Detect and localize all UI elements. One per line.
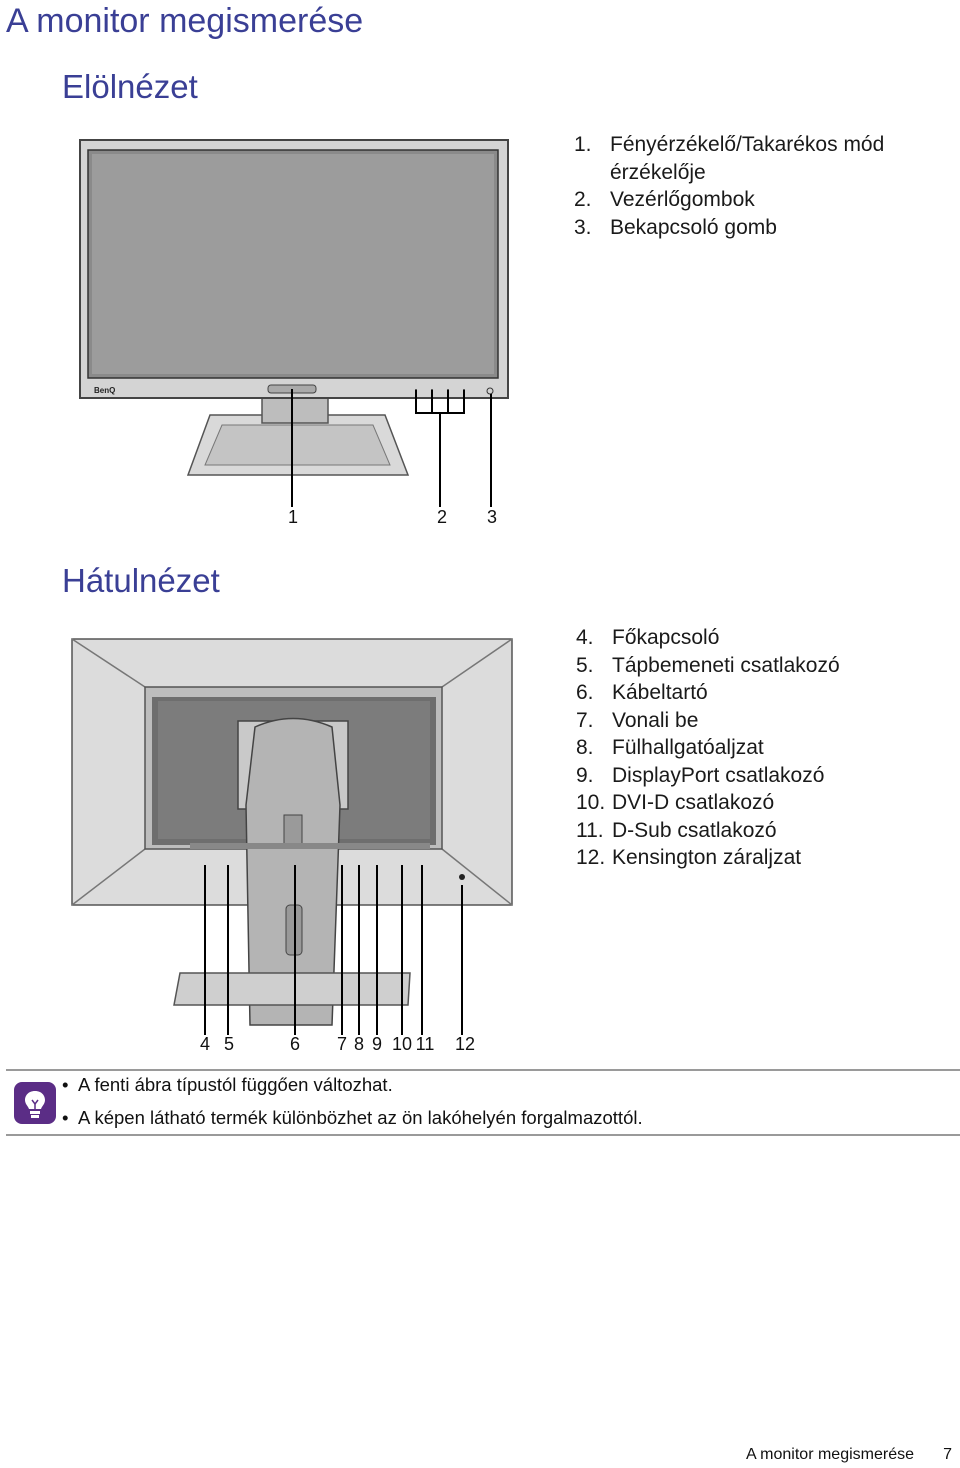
legend-item: 1. Fényérzékelő/Takarékos mód érzékelője	[574, 133, 885, 184]
legend-item: 6. Kábeltartó	[576, 681, 708, 704]
legend-item: 9. DisplayPort csatlakozó	[576, 763, 825, 787]
page-number: 7	[943, 1446, 952, 1463]
rear-view-title: Hátulnézet	[62, 562, 220, 599]
callout-3: 3	[486, 507, 498, 527]
legend-item: 11. D-Sub csatlakozó	[576, 818, 777, 842]
callout-11: 11	[415, 1034, 435, 1054]
legend-item: 3. Bekapcsoló gomb	[574, 215, 777, 239]
callout-12: 12	[454, 1034, 476, 1054]
note-bottom-rule	[6, 1134, 960, 1136]
legend-item: 4. Főkapcsoló	[576, 626, 720, 649]
monitor-front-illustration	[70, 135, 520, 535]
callout-1: 1	[287, 507, 299, 527]
front-view-title: Elölnézet	[62, 68, 198, 105]
brand-logo: BenQ	[94, 386, 116, 395]
footer-title: A monitor megismerése	[745, 1446, 914, 1463]
page-title: A monitor megismerése	[6, 2, 364, 40]
legend-item: 7. Vonali be	[576, 708, 699, 732]
front-legend	[574, 131, 934, 241]
callout-8: 8	[353, 1034, 365, 1054]
callout-4: 4	[199, 1034, 211, 1054]
legend-item: 2. Vezérlőgombok	[574, 188, 755, 211]
monitor-rear-illustration	[70, 635, 520, 1035]
callout-2: 2	[436, 507, 448, 527]
note-line-2: • A képen látható termék különbözhet az ön lakóhelyén forgalmazottól.	[62, 1107, 643, 1128]
callout-10: 10	[391, 1034, 413, 1054]
note-line-1: • A fenti ábra típustól függően változhat.	[62, 1074, 393, 1095]
legend-item: 5. Tápbemeneti csatlakozó	[576, 653, 840, 677]
note-top-rule	[6, 1069, 960, 1071]
callout-5: 5	[223, 1034, 235, 1054]
legend-item: 12. Kensington záraljzat	[576, 846, 802, 869]
rear-legend	[576, 624, 956, 872]
callout-7: 7	[336, 1034, 348, 1054]
legend-item: 10. DVI-D csatlakozó	[576, 791, 775, 814]
callout-9: 9	[371, 1034, 383, 1054]
callout-6: 6	[289, 1034, 301, 1054]
legend-item: 8. Fülhallgatóaljzat	[576, 736, 764, 759]
lightbulb-icon	[14, 1082, 56, 1124]
